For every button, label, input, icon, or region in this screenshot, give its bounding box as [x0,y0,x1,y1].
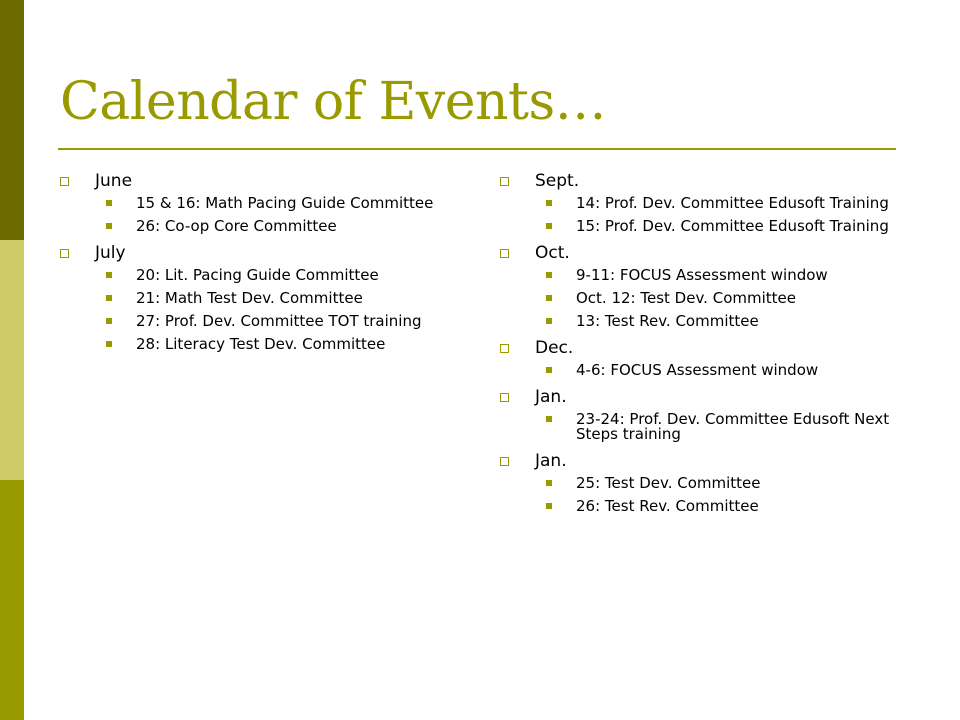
list-item: 13: Test Rev. Committee [500,314,920,329]
list-item: 20: Lit. Pacing Guide Committee [60,268,470,283]
square-bullet-icon [106,200,112,206]
square-bullet-icon [106,295,112,301]
month-label: Dec. [535,338,574,358]
section-june [60,170,470,234]
square-bullet-icon [546,318,552,324]
list-item: 4-6: FOCUS Assessment window [500,363,920,378]
square-bullet-icon [546,416,552,422]
list-item: 25: Test Dev. Committee [500,476,920,491]
square-bullet-icon [546,200,552,206]
month-label: June [95,171,133,191]
square-bullet-icon [106,341,112,347]
list-item: 26: Test Rev. Committee [500,499,920,514]
list-item: 14: Prof. Dev. Committee Edusoft Training [500,196,920,211]
section-dec [500,337,920,378]
square-bullet-icon [546,272,552,278]
month-label: Jan. [535,387,567,407]
month-label: July [95,243,126,263]
square-bullet-icon [106,223,112,229]
list-item: 27: Prof. Dev. Committee TOT training [60,314,470,329]
section-jan [500,386,920,442]
list-item: 28: Literacy Test Dev. Committee [60,337,470,352]
month-label: Oct. [535,243,570,263]
square-bullet-icon [106,318,112,324]
hollow-square-bullet-icon [60,177,69,186]
hollow-square-bullet-icon [500,177,509,186]
hollow-square-bullet-icon [500,457,509,466]
list-item: 15: Prof. Dev. Committee Edusoft Training [500,219,920,234]
list-item: 9-11: FOCUS Assessment window [500,268,920,283]
hollow-square-bullet-icon [60,249,69,258]
section-jan-2 [500,450,920,514]
left-column [60,170,470,360]
side-strip-middle [0,240,24,480]
list-item: Oct. 12: Test Dev. Committee [500,291,920,306]
section-july [60,242,470,352]
square-bullet-icon [546,480,552,486]
square-bullet-icon [546,503,552,509]
square-bullet-icon [546,223,552,229]
month-label: Jan. [535,451,567,471]
square-bullet-icon [106,272,112,278]
hollow-square-bullet-icon [500,249,509,258]
list-item: 23-24: Prof. Dev. Committee Edusoft Next Steps training [500,412,920,442]
square-bullet-icon [546,295,552,301]
page-title: Calendar of Events… [60,72,607,132]
list-item: 15 & 16: Math Pacing Guide Committee [60,196,470,211]
hollow-square-bullet-icon [500,344,509,353]
square-bullet-icon [546,367,552,373]
title-divider [58,148,896,150]
list-item: 26: Co-op Core Committee [60,219,470,234]
hollow-square-bullet-icon [500,393,509,402]
side-strip-top [0,0,24,240]
side-strip-bottom [0,480,24,720]
section-oct [500,242,920,329]
month-label: Sept. [535,171,580,191]
right-column [500,170,920,522]
list-item: 21: Math Test Dev. Committee [60,291,470,306]
section-sept [500,170,920,234]
